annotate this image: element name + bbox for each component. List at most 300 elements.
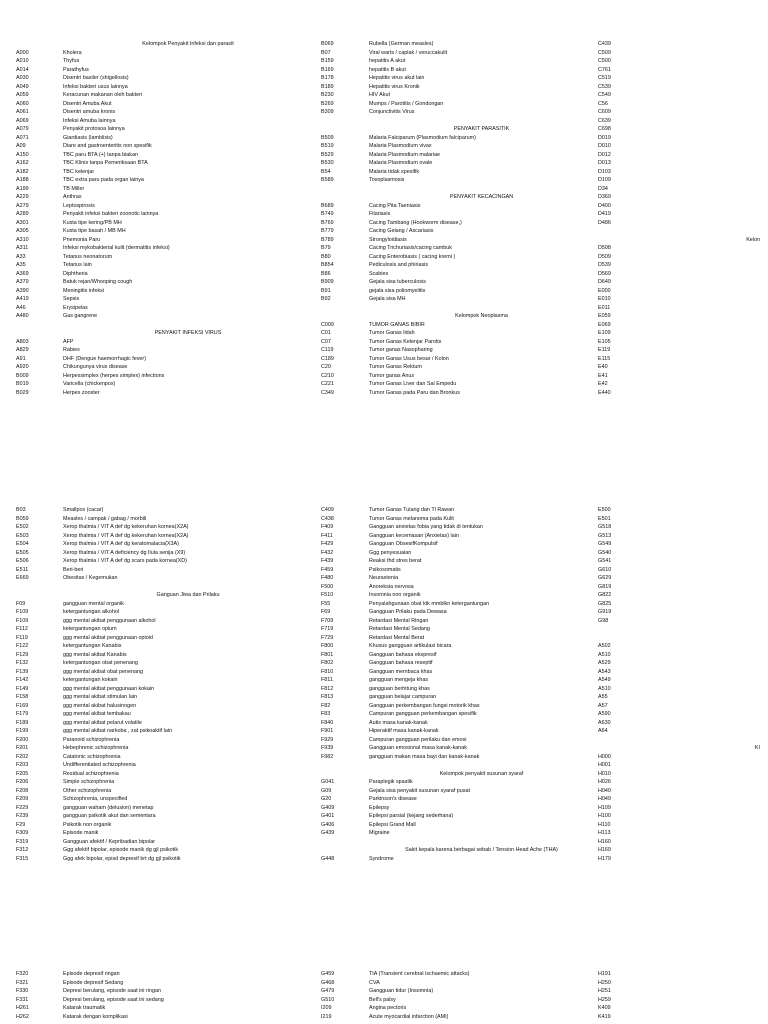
middle-description: Tumor Ganas lidah — [369, 330, 415, 336]
right-code: G549 — [598, 541, 612, 547]
right-code: D103 — [598, 168, 611, 175]
left-description: ggg mental akibat stimulan lain — [63, 694, 138, 700]
right-code: K419 — [598, 1013, 611, 1020]
right-code: E109 — [598, 330, 611, 336]
table-row — [0, 549, 768, 558]
table-row — [0, 753, 768, 762]
middle-code: B789 — [321, 236, 334, 243]
table-row — [0, 253, 768, 262]
table-row — [0, 168, 768, 177]
middle-code: C438 — [321, 515, 334, 522]
table-row — [0, 329, 768, 338]
left-code: F199 — [16, 728, 29, 734]
table-row — [0, 838, 768, 847]
middle-description: Malaria Plasmodium vivax — [369, 143, 432, 149]
left-code: E502 — [16, 524, 29, 530]
right-code: E059 — [598, 313, 611, 319]
middle-description: Bell's palsy — [369, 996, 396, 1003]
left-description: Diphtheria — [63, 270, 88, 277]
table-row — [0, 566, 768, 575]
middle-code: F813 — [321, 694, 334, 700]
middle-code: F69 — [321, 609, 331, 615]
middle-description: Gangguan Prilaku pada Dewasa — [369, 609, 447, 615]
left-description: Ggg afektif bipolar, episode manik dg gjl psikotik — [63, 847, 179, 853]
right-code: D569 — [598, 270, 611, 277]
left-code: E503 — [16, 532, 29, 539]
left-code: F206 — [16, 779, 29, 785]
middle-description: Khusus gangguan artikulasi bicara — [369, 643, 452, 649]
middle-description: Hepatitis virus Kronik — [369, 83, 420, 90]
middle-description: Viral warts / caplak / veruccakulit — [369, 49, 448, 56]
left-description: Disentri amuba kronis — [63, 109, 116, 115]
middle-description: Ggg penyesuaian — [369, 549, 412, 556]
left-code: A09 — [16, 143, 26, 149]
table-row — [0, 1013, 768, 1022]
middle-description: Angina pectoris — [369, 1005, 407, 1011]
table-row — [0, 210, 768, 219]
right-code: A590 — [598, 711, 611, 717]
left-code: F320 — [16, 971, 29, 977]
left-code: A46 — [16, 304, 26, 311]
right-code: E500 — [598, 507, 611, 513]
table-row — [0, 304, 768, 313]
table-row — [0, 244, 768, 253]
left-description: Episode manik — [63, 830, 99, 836]
table-row — [0, 523, 768, 532]
left-description: Measles / campak / gabag / morbili — [63, 515, 147, 522]
left-description: Paranoid schizophrenia — [63, 736, 120, 743]
left-code: B009 — [16, 372, 29, 379]
right-code: C549 — [598, 92, 611, 98]
left-code: B019 — [16, 381, 29, 387]
right-code: A510 — [598, 685, 611, 692]
left-description: Batuk rejan/Whooping cough — [63, 279, 133, 285]
table-row — [0, 821, 768, 830]
left-description: ggg mental akibat halusinogen — [63, 702, 137, 709]
middle-description: TIA (Transient cerebral ischaemic attacks) — [369, 971, 470, 977]
left-description: Psikotik non organik — [63, 821, 112, 828]
left-description: Anthrax — [63, 194, 82, 200]
middle-code: G468 — [321, 979, 335, 986]
left-description: Catatonic schizophrenia — [63, 753, 121, 760]
left-description: Katarak traumatik — [63, 1005, 106, 1011]
middle-code: B509 — [321, 134, 334, 141]
middle-description: Tumor Ganas Kelenjar Parotis — [369, 338, 442, 345]
table-row — [0, 668, 768, 677]
table-row — [0, 380, 768, 389]
left-code: F119 — [16, 634, 28, 641]
right-code: D508 — [598, 245, 611, 251]
left-code: F330 — [16, 988, 29, 994]
table-row — [0, 134, 768, 143]
right-code: E440 — [598, 389, 611, 396]
right-code: A502 — [598, 643, 611, 649]
middle-code: F510 — [321, 592, 334, 598]
middle-code: F840 — [321, 719, 334, 726]
left-code: A059 — [16, 92, 29, 98]
table-row — [0, 591, 768, 600]
left-description: Infeksi Amuba lainnya — [63, 117, 116, 124]
middle-code: B92 — [321, 296, 331, 302]
middle-code: B309 — [321, 109, 334, 115]
middle-description: Cacing Enterobiasis ( cacing kremi ) — [369, 253, 456, 260]
table-row — [0, 219, 768, 228]
right-code: H169 — [598, 847, 611, 853]
left-code: F205 — [16, 770, 29, 777]
left-description: Other schizophrenia — [63, 787, 112, 794]
right-code: C439 — [598, 41, 611, 47]
middle-code: B07 — [321, 49, 331, 56]
left-description: Simple schizophrenia — [63, 779, 115, 785]
left-description: Infeksi mykobakterial kulit (dermatitis infeksi) — [63, 245, 170, 251]
left-description: Katarak dengan komplikasi — [63, 1013, 128, 1020]
middle-description: Filariasis — [369, 211, 391, 217]
middle-description: Gangguan perkembangan fungsi motorik khas — [369, 702, 480, 709]
right-section-header: PENYAKIT PARASITIK — [453, 126, 510, 132]
right-code: A510 — [598, 651, 611, 658]
left-description: ketergantungan alkohol — [63, 609, 120, 615]
left-code: F209 — [16, 796, 29, 802]
table-row — [0, 117, 768, 126]
middle-code: F432 — [321, 549, 334, 556]
table-row — [0, 736, 768, 745]
left-description: Xerop thalmia / VIT A deficiency dg Ilula senija (X9) — [63, 549, 186, 556]
left-code: B059 — [16, 515, 29, 522]
middle-code: F411 — [321, 532, 333, 539]
middle-description: Malaria Plasmodium ovale — [369, 160, 433, 166]
left-description: Xerop thalmia / VIT A def dg keratomalacia(X3A) — [63, 541, 179, 547]
middle-code: F801 — [321, 651, 334, 658]
table-row — [0, 795, 768, 804]
left-code: E669 — [16, 575, 29, 581]
table-row — [0, 185, 768, 194]
table-row — [0, 702, 768, 711]
middle-description: Epilepsi parsial (kejang sederhana) — [369, 813, 454, 819]
middle-code: F812 — [321, 685, 334, 692]
middle-description: Cacing Pita Taeniasis — [369, 202, 421, 209]
right-code: H191 — [598, 971, 611, 977]
middle-code: G406 — [321, 821, 335, 828]
middle-code: C119 — [321, 347, 334, 353]
table-row — [0, 176, 768, 185]
left-description: Obesitas / Kegemukan — [63, 575, 118, 581]
middle-description: Gangguan bahasa reseptif — [369, 660, 433, 666]
middle-description: Paraplegik spastik — [369, 779, 413, 785]
table-row — [0, 812, 768, 821]
middle-code: B169 — [321, 66, 334, 73]
table-row — [0, 987, 768, 996]
right-code: A543 — [598, 668, 611, 675]
right-code: A529 — [598, 660, 611, 666]
table-row — [0, 583, 768, 592]
left-description: ketergantungan Kanabis — [63, 643, 122, 649]
left-code: A33 — [16, 253, 26, 260]
middle-description: Gangguan emosional masa kanak-kanak — [369, 745, 467, 751]
middle-code: B178 — [321, 75, 334, 81]
left-description: Episode depresif Sedang — [63, 979, 124, 986]
right-code: A55 — [598, 694, 608, 700]
left-description: TBC Klinis tanpa Pemeriksaan BTA — [63, 160, 148, 166]
left-description: Disentri Amuba Akut — [63, 100, 112, 107]
middle-code: C221 — [321, 381, 334, 387]
left-description: Tetanus lain — [63, 262, 92, 268]
middle-description: Autis masa kanak-kanak — [369, 719, 428, 726]
left-description: Kusta tipe kering/PB MH — [63, 219, 122, 226]
right-code: D400 — [598, 202, 611, 209]
middle-code: B769 — [321, 219, 334, 226]
middle-code: B909 — [321, 279, 334, 285]
table-row — [0, 40, 768, 49]
left-code: A061 — [16, 109, 29, 115]
middle-description: gangguan berhitung khas — [369, 685, 430, 692]
right-code: G629 — [598, 575, 612, 581]
right-code: C698 — [598, 126, 611, 132]
table-row — [0, 57, 768, 66]
middle-description: gejala sisa poliomyelitis — [369, 287, 426, 294]
right-code: G919 — [598, 609, 612, 615]
right-code: D539 — [598, 262, 611, 268]
table-row — [0, 261, 768, 270]
left-description: Thyfus — [63, 58, 80, 64]
table-row — [0, 227, 768, 236]
right-section-header: Sakit kepala karena berbagai sebab / Tension Head Ache (THA) — [405, 847, 558, 853]
left-description: ketergantungan kokain — [63, 677, 118, 683]
right-code: C539 — [598, 83, 611, 90]
left-description: Xerop thalmia / VIT A def dg kekeruhan kornea(X2A) — [63, 524, 189, 530]
table-row — [0, 202, 768, 211]
left-description: Depresi berulang, episode saat ini ringan — [63, 988, 161, 994]
right-code: D34 — [598, 185, 608, 192]
middle-code: F901 — [321, 728, 334, 734]
right-code: G518 — [598, 524, 612, 530]
table-row — [0, 676, 768, 685]
left-description: Xerop thalmia / VIT A def dg scars pada kornea(XD) — [63, 558, 187, 564]
left-description: Rabies — [63, 347, 80, 353]
right-code: H110 — [598, 821, 611, 828]
table-row — [0, 970, 768, 979]
middle-code: B749 — [321, 211, 334, 217]
middle-description: Cacing Tambang (Hookworm disease,) — [369, 219, 462, 226]
table-row — [0, 278, 768, 287]
left-description: Chikungunya virus disease — [63, 364, 128, 370]
table-row — [0, 855, 768, 864]
table-row — [0, 532, 768, 541]
left-section-header: Kelompok Penyakit Infeksi dan parasit — [142, 41, 234, 47]
right-code: C519 — [598, 75, 611, 81]
left-code: F132 — [16, 660, 29, 666]
middle-code: F459 — [321, 566, 334, 573]
table-row — [0, 125, 768, 134]
left-description: Meningitis infeksi — [63, 287, 105, 294]
middle-code: B189 — [321, 83, 334, 90]
middle-description: Tumor Ganas Rektum — [369, 364, 422, 370]
right-code: E010 — [598, 296, 611, 302]
middle-code: B159 — [321, 58, 334, 64]
table-row — [0, 389, 768, 398]
left-code: E511 — [16, 566, 29, 573]
left-code: A182 — [16, 168, 29, 175]
middle-description: Gangguan tidur (Insomnia) — [369, 988, 434, 994]
right-code: H113 — [598, 830, 611, 836]
left-code: F200 — [16, 736, 29, 743]
table-row — [0, 787, 768, 796]
left-code: A310 — [16, 236, 29, 243]
middle-code: F939 — [321, 745, 334, 751]
left-code: F189 — [16, 719, 29, 726]
middle-description: Gangguan anxietas fobia yang tidak di tentukan — [369, 524, 483, 530]
left-code: A480 — [16, 313, 29, 319]
left-description: Ggg afek bipolar, episd depresif brt dg gjl psikotik — [63, 855, 181, 862]
left-code: F201 — [16, 745, 29, 751]
right-code: E069 — [598, 321, 611, 328]
left-code: F169 — [16, 702, 29, 709]
left-code: A369 — [16, 270, 29, 277]
table-row — [0, 642, 768, 651]
left-description: gangguan mental organik — [63, 600, 124, 607]
right-section-header: Kelompok Neoplasma — [455, 313, 508, 319]
left-description: Episode depresif ringan — [63, 971, 120, 977]
right-code: H040 — [598, 787, 611, 794]
middle-description: Neurastenia — [369, 575, 399, 581]
right-code: A57 — [598, 702, 608, 709]
left-description: Residual schizophrenia — [63, 770, 119, 777]
left-code: F315 — [16, 855, 29, 862]
left-description: ggg mental akibat penggunaan kokain — [63, 685, 155, 692]
left-description: ggg mental akibat pelarut volatile — [63, 719, 142, 726]
left-code: F331 — [16, 996, 29, 1003]
middle-description: Tumor Ganas melanoma pada Kulit — [369, 515, 454, 522]
middle-description: Hiperaktif masa kanak-kanak — [369, 728, 439, 734]
middle-code: C189 — [321, 355, 334, 362]
table-row — [0, 600, 768, 609]
table-row — [0, 142, 768, 151]
table-row — [0, 151, 768, 160]
middle-description: Cacing Trichuriasis/cacing cambuk — [369, 245, 452, 251]
middle-description: Pediculosis and phiriasis — [369, 262, 429, 268]
left-code: A071 — [16, 134, 29, 141]
left-code: A069 — [16, 117, 29, 124]
left-code: A014 — [16, 66, 29, 73]
table-row — [0, 91, 768, 100]
left-code: A91 — [16, 355, 26, 362]
left-code: F229 — [16, 804, 29, 811]
left-code: B029 — [16, 389, 29, 396]
middle-code: C20 — [321, 364, 331, 370]
left-code: F09 — [16, 600, 26, 607]
middle-description: Reaksi thd stres berat — [369, 558, 422, 564]
left-code: A920 — [16, 364, 29, 370]
left-description: Herpes zooster — [63, 389, 100, 396]
middle-description: Conjunctivitis Virus — [369, 109, 415, 115]
left-code: A079 — [16, 126, 29, 132]
left-description: ketergantungan obat penenang — [63, 660, 138, 666]
middle-description: Tumor Ganas pada Paru dan Bronkus — [369, 389, 460, 396]
left-description: Giardiasis (lamblisis) — [63, 134, 113, 141]
table-row — [0, 355, 768, 364]
middle-description: hepatitis A akut — [369, 58, 406, 64]
left-section-header: Ganguan Jiwa dan Prilaku — [156, 592, 220, 598]
left-description: Hebephrenic schizophrenia — [63, 745, 129, 751]
table-row — [0, 778, 768, 787]
left-description: Kusta tipe basah / MB MH — [63, 228, 126, 234]
right-code: H250 — [598, 979, 611, 986]
middle-code: B779 — [321, 228, 334, 234]
middle-code: B530 — [321, 160, 334, 166]
middle-code: C009 — [321, 321, 334, 328]
left-code: F208 — [16, 787, 29, 794]
table-row — [0, 193, 768, 202]
right-code: H000 — [598, 753, 611, 760]
middle-description: Scabies — [369, 270, 389, 277]
middle-code: B589 — [321, 177, 334, 183]
left-code: F142 — [16, 677, 29, 683]
table-row — [0, 625, 768, 634]
left-description: Penyakit protosoa lainnya — [63, 126, 125, 132]
right-code: D010 — [598, 143, 611, 149]
middle-code: C01 — [321, 330, 331, 336]
middle-description: Tumor ganas Nasopharing — [369, 347, 433, 353]
left-code: H262 — [16, 1013, 29, 1020]
middle-code: F409 — [321, 524, 334, 530]
right-code: H026 — [598, 779, 611, 785]
middle-code: G479 — [321, 988, 335, 994]
left-code: F239 — [16, 813, 29, 819]
right-section-header: PENYAKIT KECACINGAN — [449, 194, 514, 200]
left-description: Leptospirosis — [63, 202, 95, 209]
middle-description: Malaria Falciparum (Plasmodium falciparum) — [369, 134, 476, 141]
left-description: Diare and gastroenteritis non spesifik — [63, 143, 152, 149]
table-row — [0, 710, 768, 719]
middle-code: B269 — [321, 100, 334, 107]
right-code: E105 — [598, 338, 611, 345]
left-description: Beri-beri — [63, 566, 84, 573]
middle-description: Cacing Gelang / Ascariasis — [369, 228, 434, 234]
table-row — [0, 574, 768, 583]
middle-code: F82 — [321, 702, 331, 709]
right-code: G610 — [598, 566, 612, 573]
left-description: DHF (Dengue haemorrhagic fever) — [63, 355, 146, 362]
middle-code: B86 — [321, 270, 331, 277]
right-code: C509 — [598, 49, 611, 56]
left-code: A829 — [16, 347, 29, 353]
right-section-header: Kelompok penyakit susunan syaraf — [439, 770, 524, 777]
left-description: gangguan waham (delusion) menetap — [63, 804, 154, 811]
left-code: F309 — [16, 830, 29, 836]
middle-code: F709 — [321, 617, 334, 624]
right-code: D019 — [598, 134, 611, 141]
left-code: F321 — [16, 979, 29, 986]
left-code: F29 — [16, 821, 26, 828]
left-description: TBC extra paru pada organ lainya — [63, 177, 144, 183]
table-row — [0, 996, 768, 1005]
table-row — [0, 651, 768, 660]
left-code: A301 — [16, 219, 29, 226]
middle-code: F719 — [321, 626, 334, 632]
middle-description: Malaria tidak spesifik — [369, 168, 420, 175]
left-description: ggg mental akibat narkoba , zat psikoaktif lain — [63, 728, 173, 734]
table-row — [0, 159, 768, 168]
left-code: A030 — [16, 75, 29, 81]
left-description: Schizophrenia, unspecified — [63, 796, 128, 802]
middle-description: Parkinson's disease — [369, 796, 417, 802]
left-code: F139 — [16, 668, 29, 675]
middle-description: Gangguan ObsesifKompulsif — [369, 541, 438, 547]
right-code: E40 — [598, 364, 608, 370]
right-code: H179 — [598, 855, 611, 862]
right-code: G98 — [598, 617, 609, 624]
left-code: A289 — [16, 211, 29, 217]
middle-description: Penyalahgunaan obat ktk mmblkn ketergantungan — [369, 600, 490, 607]
